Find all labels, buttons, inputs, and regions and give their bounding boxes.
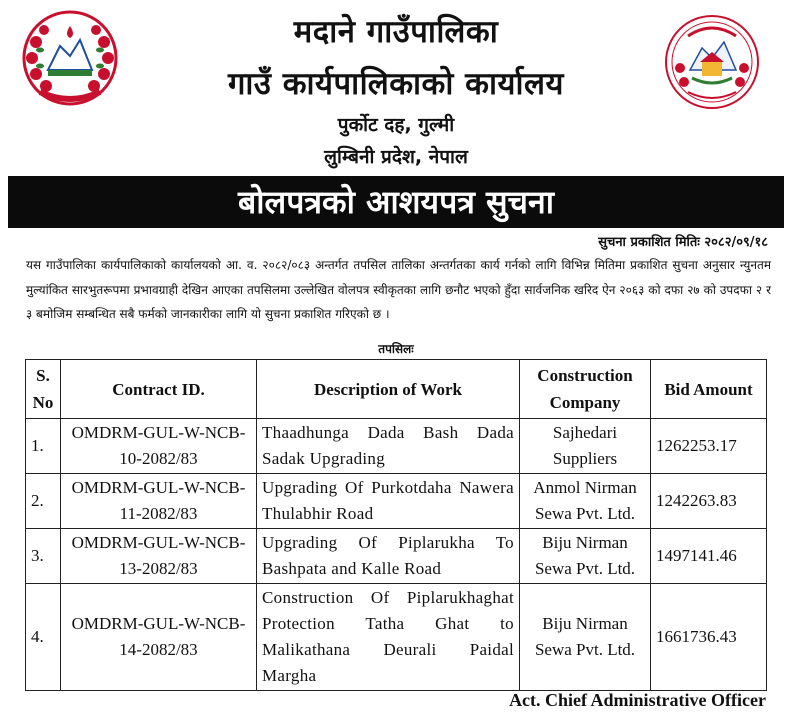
cell-description: Upgrading Of Purkotdaha Nawera Thulabhir Road — [257, 474, 520, 529]
cell-company: Sajhedari Suppliers — [520, 419, 651, 474]
notice-body-text: यस गाउँपालिका कार्यपालिकाको कार्यालयको आ. व. २०८२/०८३ अन्तर्गत तपसिल तालिका अन्तर्गतका कार्य गर्नको लागि विभिन्न मितिमा प्रकाशित सुचना अनुसार न्युनतम मुल्यांकित सारभुतरूपमा प्रभावग्राही देखिन आएका तपसिलमा उल्लेखित वोलपत्र स्वीकृतका लागि छनौट भएको हुँदा सार्वजनिक खरिद ऐन २०६३ को दफा २७ को उपदफा २ र ३ बमोजिम सम्बन्धित सबै फर्मको जानकारीका लागि यो सुचना प्रकाशित गरिएको छ । — [26, 258, 771, 321]
cell-bid-amount: 1497141.46 — [651, 529, 767, 584]
header-sn: S. No — [26, 360, 61, 419]
header-bid-amount: Bid Amount — [651, 360, 767, 419]
cell-description: Construction Of Piplarukhaghat Protection Tatha Ghat to Malikathana Deurali Paidal Margha — [257, 584, 520, 691]
cell-bid-amount: 1661736.43 — [651, 584, 767, 691]
cell-sn: 1. — [26, 419, 61, 474]
publication-date: सुचना प्रकाशित मितिः २०८२/०९/१८ — [598, 235, 768, 250]
table-row — [26, 584, 767, 691]
notice-title-banner: बोलपत्रको आशयपत्र सुचना — [8, 176, 784, 228]
cell-contract-id: OMDRM-GUL-W-NCB-10-2082/83 — [61, 419, 257, 474]
table-row — [26, 529, 767, 584]
header-description: Description of Work — [257, 360, 520, 419]
table-row — [26, 474, 767, 529]
cell-bid-amount: 1242263.83 — [651, 474, 767, 529]
header-company: Construction Company — [520, 360, 651, 419]
cell-description: Upgrading Of Piplarukha To Bashpata and Kalle Road — [257, 529, 520, 584]
madane-rural-municipality-logo-icon — [662, 12, 762, 112]
office-address: पुर्कोट दह, गुल्मी — [337, 114, 455, 136]
letterhead — [0, 0, 792, 172]
cell-sn: 2. — [26, 474, 61, 529]
municipality-name: मदाने गाउँपालिका — [293, 14, 499, 50]
office-name: गाउँ कार्यपालिकाको कार्यालय — [227, 66, 565, 102]
cell-contract-id: OMDRM-GUL-W-NCB-11-2082/83 — [61, 474, 257, 529]
cell-company: Biju Nirman Sewa Pvt. Ltd. — [520, 529, 651, 584]
province-country: लुम्बिनी प्रदेश, नेपाल — [324, 146, 468, 168]
header-contract-id: Contract ID. — [61, 360, 257, 419]
cell-contract-id: OMDRM-GUL-W-NCB-13-2082/83 — [61, 529, 257, 584]
signatory-title: Act. Chief Administrative Officer — [509, 690, 766, 710]
cell-company: Biju Nirman Sewa Pvt. Ltd. — [520, 584, 651, 691]
bid-results-table — [25, 359, 767, 691]
cell-contract-id: OMDRM-GUL-W-NCB-14-2082/83 — [61, 584, 257, 691]
cell-description: Thaadhunga Dada Bash Dada Sadak Upgrading — [257, 419, 520, 474]
cell-sn: 4. — [26, 584, 61, 691]
table-header-row — [26, 360, 767, 419]
cell-sn: 3. — [26, 529, 61, 584]
cell-bid-amount: 1262253.17 — [651, 419, 767, 474]
details-label: तपसिलः — [378, 342, 414, 356]
cell-company: Anmol Nirman Sewa Pvt. Ltd. — [520, 474, 651, 529]
table-row — [26, 419, 767, 474]
